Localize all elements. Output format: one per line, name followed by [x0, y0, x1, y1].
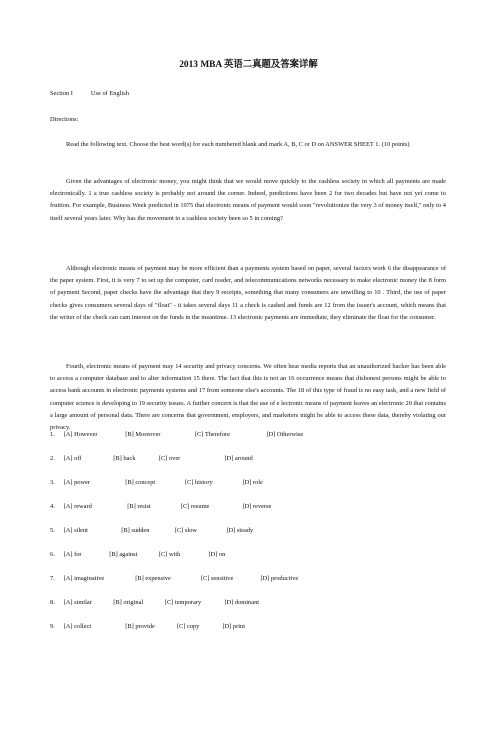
- option-row: [50, 551, 303, 575]
- option-b: [B] sudden: [121, 527, 150, 534]
- option-c: [C] sensitive: [200, 575, 234, 582]
- option-d: [D] role: [242, 479, 263, 486]
- option-b: [B] provide: [125, 623, 155, 630]
- option-row: [50, 623, 303, 647]
- option-d: [D] productive: [260, 575, 299, 582]
- option-d: [D] reverse: [242, 503, 272, 510]
- question-number: 5.: [50, 527, 55, 534]
- question-number: 2.: [50, 455, 55, 462]
- option-c: [C] slow: [174, 527, 198, 534]
- directions-label: Directions:: [50, 116, 79, 123]
- option-d: [D] print: [222, 623, 245, 630]
- option-d: [D] steady: [226, 527, 254, 534]
- option-c: [C] temporary: [164, 599, 202, 606]
- option-a: [A] imaginative: [63, 575, 105, 582]
- option-c: [C] Therefore: [194, 431, 231, 438]
- options-list: [50, 431, 303, 647]
- question-number: 1.: [50, 431, 55, 438]
- option-d: [D] around: [224, 455, 253, 462]
- option-c: [C] resume: [180, 503, 210, 510]
- option-row: [50, 503, 303, 527]
- option-a: [A] power: [63, 479, 91, 486]
- page-title: 2013 MBA 英语二真题及答案详解: [179, 60, 318, 70]
- option-d: [D] Otherwise: [266, 431, 304, 438]
- option-row: [50, 431, 303, 455]
- option-c: [C] with: [158, 551, 181, 558]
- option-a: [A] for: [63, 551, 82, 558]
- option-b: [B] against: [109, 551, 138, 558]
- option-b: [B] original: [113, 599, 144, 606]
- option-c: [C] over: [158, 455, 181, 462]
- option-d: [D] dominant: [224, 599, 260, 606]
- option-row: [50, 599, 303, 623]
- section-label: Section I: [50, 90, 73, 97]
- option-c: [C] history: [184, 479, 213, 486]
- option-row: [50, 575, 303, 599]
- paragraph-3: Fourth, electronic means of payment may 14 security and privacy concerns. We often hear media reports that an unauthorized hacker has been able to access a computer database and to alter information 15 there. The fact that this is not an 16 occurrence means that dishonest persons might be able to access bank accounts in electronic payments systems and 17 from someone else's accounts. The 18 of this type of fraud is no easy task, and a new field of computer science is developing to 19 security issues. A further concern is that the use of e lectronic means of payment leaves an electronic 20 that contains a large amount of personal data. There are concerns that government, employers, and marketers might be able to access these data, thereby violating our privacy.: [50, 363, 446, 432]
- option-c: [C] copy: [176, 623, 200, 630]
- section-name: Use of English: [90, 90, 129, 97]
- option-b: [B] Moreover: [125, 431, 161, 438]
- question-number: 6.: [50, 551, 55, 558]
- option-a: [A] similar: [63, 599, 92, 606]
- option-b: [B] back: [113, 455, 136, 462]
- option-a: [A] silent: [63, 527, 88, 534]
- option-d: [D] on: [208, 551, 226, 558]
- paragraph-2: Although electronic means of payment may be more efficient than a payments system based on paper, several factors work 6 the disappearance of the paper system. First, it is very 7 to set up the computer, card reader, and telecommunications networks necessary to make electronic money the 8 form of payment Second, paper checks have the advantage that they 9 receipts, something that many consumers are unwilling to 10 . Third, the use of paper checks gives consumers several days of "float" - it takes several days 11 a check is cashed and funds are 12 from the issuer's account, which means that the writer of the check can cam interest on the funds in the meantime. 13 electronic payments are immediate, they eliminate the float for the consumer.: [50, 265, 446, 321]
- option-a: [A] However: [63, 431, 98, 438]
- option-row: [50, 479, 303, 503]
- option-b: [B] expensive: [135, 575, 171, 582]
- option-b: [B] concept: [125, 479, 156, 486]
- paragraph-1: Given the advantages of electronic money, you might think that we would move quickly to the cashless society in which all payments are made electronically. 1 a true cashless society is probably not around the corner. Indeed, predictions have been 2 for two decades but have not yet come to fruition. For example, Business Week predicted in 1975 that electronic means of payment would soon "revolutionize the very 3 of money itself," only to 4 itself several years later. Why has the movement to a cashless society been so 5 in coming?: [50, 178, 446, 222]
- question-number: 7.: [50, 575, 55, 582]
- question-number: 9.: [50, 623, 55, 630]
- section-heading: [50, 90, 129, 97]
- option-a: [A] reward: [63, 503, 92, 510]
- directions-text: Read the following text. Choose the best word(s) for each numbered blank and mark A, B, C or D on ANSWER SHEET 1. (10 points): [66, 141, 410, 148]
- option-a: [A] collect: [63, 623, 92, 630]
- option-b: [B] resist: [127, 503, 151, 510]
- question-number: 8.: [50, 599, 55, 606]
- option-row: [50, 527, 303, 551]
- question-number: 3.: [50, 479, 55, 486]
- option-row: [50, 455, 303, 479]
- option-a: [A] off: [63, 455, 82, 462]
- question-number: 4.: [50, 503, 55, 510]
